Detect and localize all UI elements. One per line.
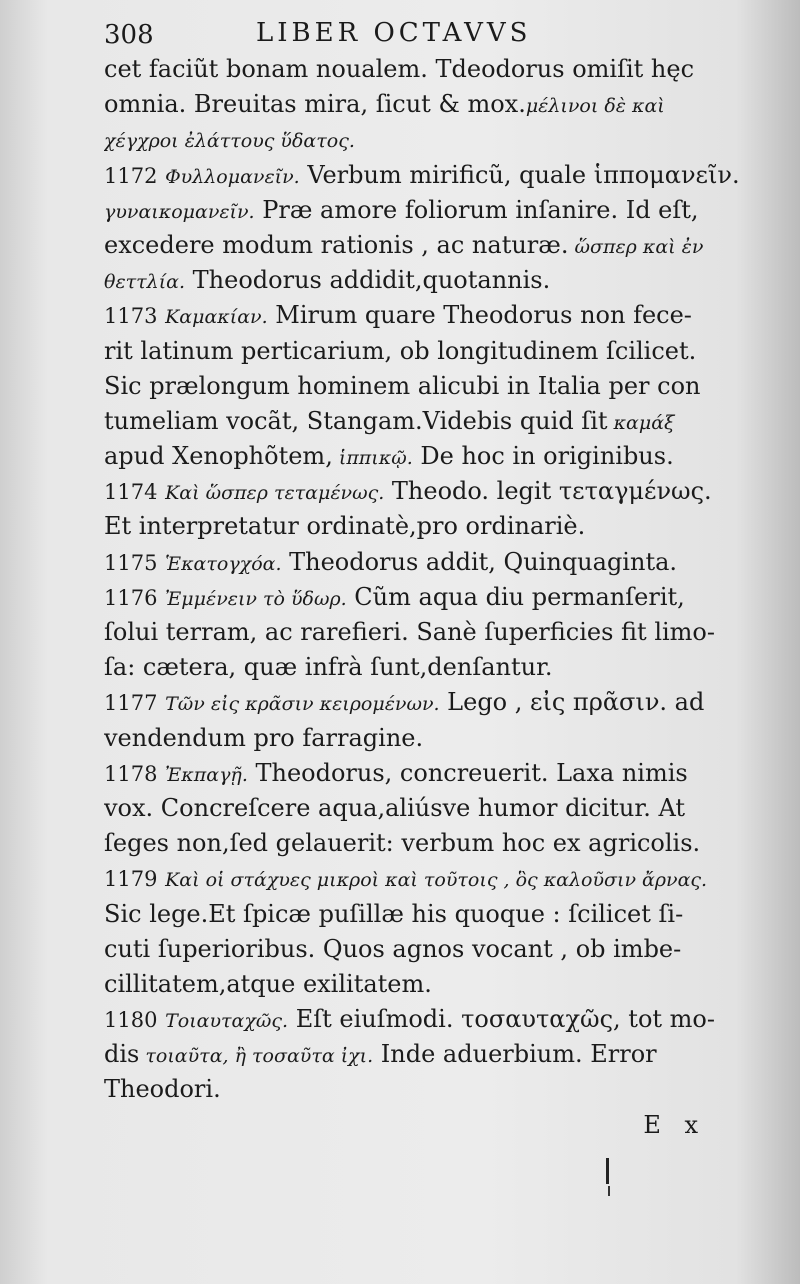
greek-text: Ἑκατογχόα. <box>165 552 282 575</box>
note-number: 1180 <box>104 1008 158 1033</box>
text-line <box>104 685 744 720</box>
latin-text: Sic prælongum hominem alicubi in Italia per con <box>104 371 701 400</box>
note-number: 1177 <box>104 691 158 716</box>
greek-text: ἱππικῷ. <box>332 447 413 470</box>
running-title: LIBER OCTAVVS <box>256 18 532 48</box>
latin-text: Sic lege.Et ſpicæ puſillæ his quoque : ſcilicet ſi- <box>104 899 684 928</box>
latin-text: De hoc in originibus. <box>412 442 674 471</box>
greek-text: Τῶν εἰς κρᾶσιν κειρομένων. <box>165 693 440 716</box>
text-line <box>104 509 744 544</box>
greek-text: Φυλλομανεῖν. <box>165 165 300 188</box>
text-line <box>104 861 744 896</box>
latin-text: Theodori. <box>104 1075 221 1104</box>
latin-text: tumeliam vocãt, Stangam.Videbis quid ſit <box>104 406 608 435</box>
note-number: 1176 <box>104 585 158 610</box>
latin-text: Theodorus, concreuerit. Laxa nimis <box>247 758 688 787</box>
latin-text: ſolui terram, ac rarefieri. Sanè ſuperficies fit limo- <box>104 618 715 646</box>
ink-mark <box>606 1158 609 1184</box>
latin-text: Cũm aqua diu permanſerit, <box>346 582 685 611</box>
text-line <box>104 193 744 228</box>
text-line <box>104 967 744 1002</box>
latin-text: cillitatem,atque exilitatem. <box>104 969 432 998</box>
latin-text: Et interpretatur ordinatè,pro ordinariè. <box>104 512 586 541</box>
greek-text: ὥσπερ καὶ ἐν <box>568 235 704 258</box>
text-line <box>104 1002 744 1037</box>
latin-text: ſeges non,ſed gelauerit: verbum hoc ex agricolis. <box>104 829 701 858</box>
greek-text: Ἐκπαγῇ. <box>165 763 248 786</box>
latin-text: Theodo. legit τεταγμένως. <box>384 477 712 506</box>
text-line <box>104 897 744 932</box>
text-line <box>104 580 744 615</box>
greek-text: Ἐμμένειν τὸ ὕδωρ. <box>165 587 347 610</box>
note-number: 1173 <box>104 304 158 329</box>
text-line <box>104 52 744 87</box>
catchword: E x <box>643 1110 706 1139</box>
page-number: 308 <box>104 20 154 50</box>
latin-text: Inde aduerbium. Error <box>373 1040 657 1069</box>
latin-text: excedere modum rationis , ac naturæ. <box>104 230 569 259</box>
text-line <box>104 122 744 157</box>
greek-text: χέγχροι ἐλάττους ὕδατος. <box>104 130 355 153</box>
text-line <box>104 334 744 369</box>
latin-text: dis <box>104 1040 140 1069</box>
greek-text: τοιαῦτα, ἢ τοσαῦτα ἰχι. <box>139 1045 374 1068</box>
text-line <box>104 826 744 861</box>
latin-text: omnia. Breuitas mira, ſicut & mox. <box>104 90 526 119</box>
greek-text: Καὶ οἱ στάχυες μικροὶ καὶ τοῦτοις , ὃς καλοῦσιν ἄρνας. <box>165 869 708 892</box>
text-line <box>104 791 744 826</box>
latin-text: Theodorus addit, Quinquaginta. <box>281 547 678 576</box>
note-number: 1175 <box>104 550 158 575</box>
text-line <box>104 87 744 122</box>
greek-text: Καμακίαν. <box>165 306 268 329</box>
text-line <box>104 228 744 263</box>
latin-text: rit latinum perticarium, ob longitudinem ſcilicet. <box>104 336 697 365</box>
text-line <box>104 298 744 333</box>
note-number: 1172 <box>104 163 158 188</box>
greek-text: γυναικομανεῖν. <box>104 200 255 223</box>
text-line <box>104 721 744 756</box>
latin-text: Lego , εἰς πρᾶσιν. ad <box>439 688 705 717</box>
latin-text: Præ amore foliorum inſanire. Id eſt, <box>254 195 699 224</box>
note-number: 1179 <box>104 867 158 892</box>
note-number: 1178 <box>104 761 158 786</box>
text-line <box>104 439 744 474</box>
greek-text: Καὶ ὥσπερ τεταμένως. <box>165 482 385 505</box>
latin-text: Theodorus addidit,quotannis. <box>185 266 551 295</box>
text-line <box>104 404 744 439</box>
text-line <box>104 932 744 967</box>
greek-text: θεττλία. <box>104 271 186 294</box>
text-body <box>104 52 744 1143</box>
text-line <box>104 615 744 650</box>
latin-text: cuti ſuperioribus. Quos agnos vocant , ob imbe- <box>104 934 682 963</box>
latin-text: vendendum pro farragine. <box>104 723 424 752</box>
text-line <box>104 263 744 298</box>
text-line <box>104 158 744 193</box>
latin-text: Verbum mirificũ, quale ἱππομανεῖν. <box>299 160 740 189</box>
latin-text: Mirum quare Theodorus non fece- <box>267 301 692 330</box>
greek-text: μέλινοι δὲ καὶ <box>525 95 665 118</box>
latin-text: cet faciũt bonam noualem. Tdeodorus omiſit hęc <box>104 55 695 83</box>
latin-text: ſa: cætera, quæ infrà ſunt,denſantur. <box>104 653 553 682</box>
text-line <box>104 474 744 509</box>
text-line <box>104 1037 744 1072</box>
ink-mark <box>608 1186 610 1196</box>
text-line <box>104 545 744 580</box>
greek-text: καμάξ <box>607 411 675 434</box>
latin-text: apud Xenophõtem, <box>104 442 333 471</box>
text-line <box>104 369 744 404</box>
note-number: 1174 <box>104 480 158 505</box>
latin-text: Eſt eiuſmodi. τοσαυταχῶς, tot mo- <box>288 1005 715 1034</box>
text-line <box>104 1072 744 1107</box>
text-line <box>104 756 744 791</box>
text-line <box>104 650 744 685</box>
latin-text: vox. Concreſcere aqua,aliúsve humor dicitur. At <box>104 793 686 822</box>
greek-text: Τοιαυταχῶς. <box>165 1010 289 1033</box>
